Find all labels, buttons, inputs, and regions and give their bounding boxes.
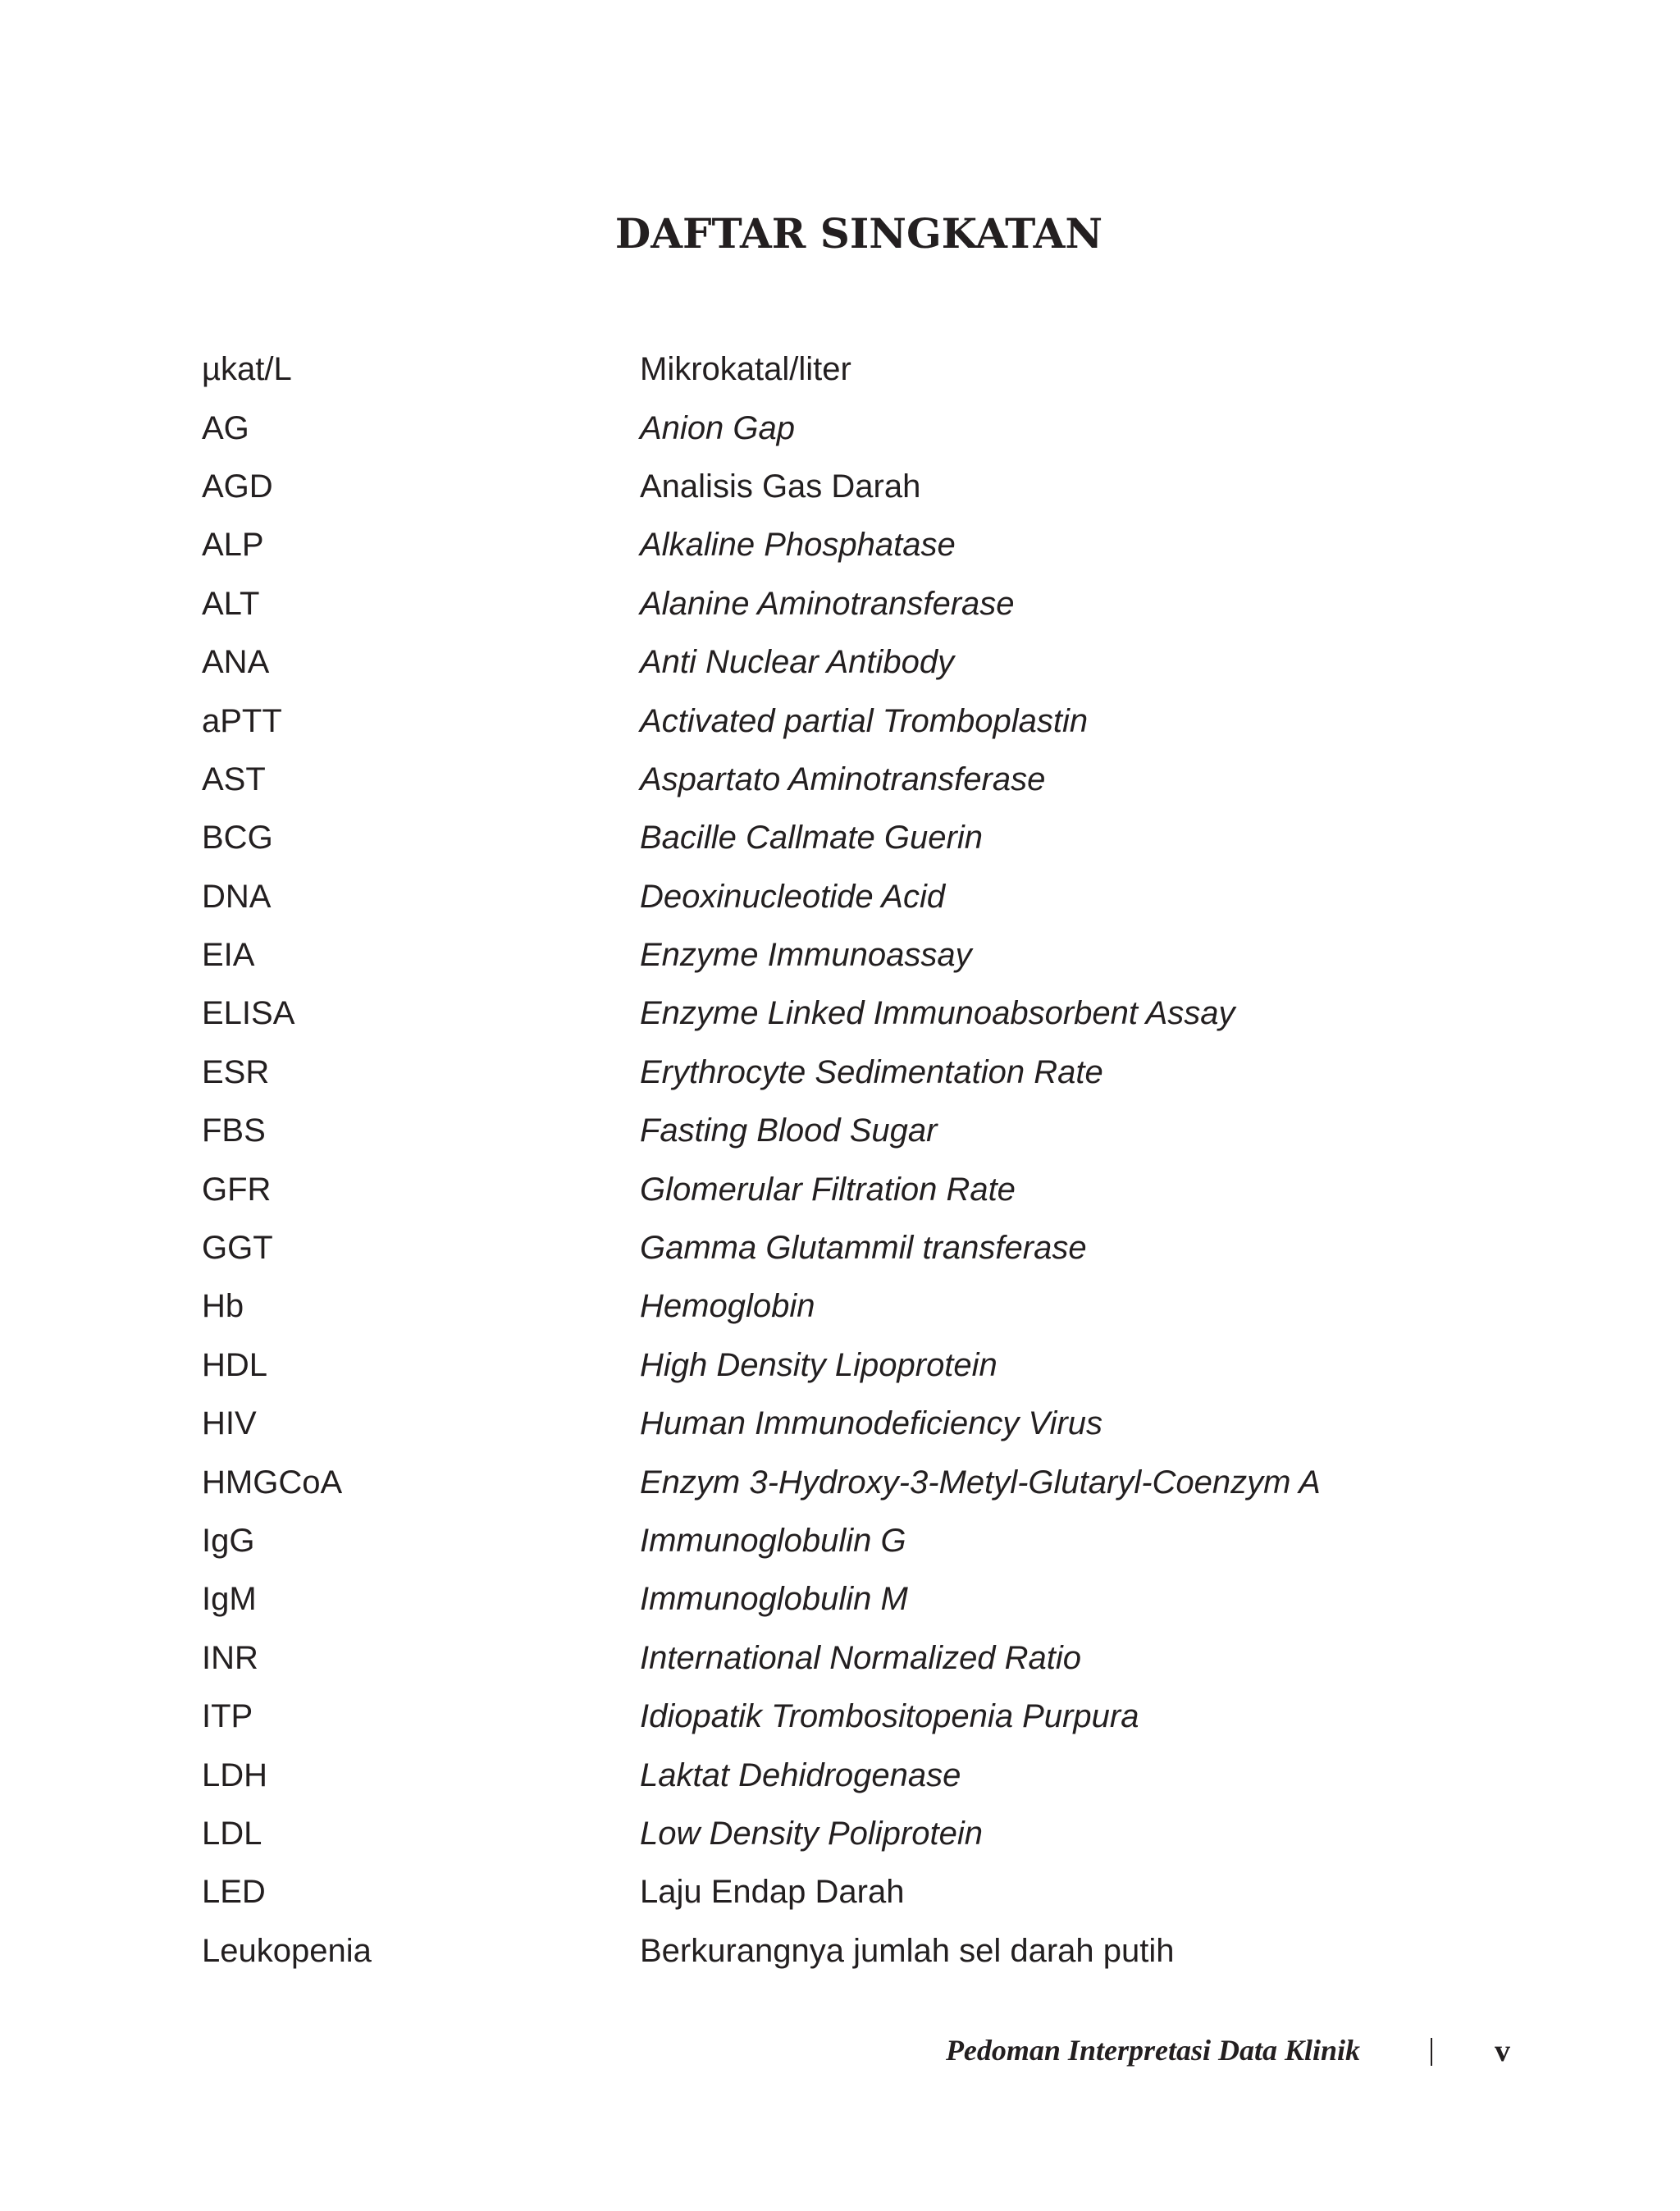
abbreviation-definition: Low Density Poliprotein bbox=[640, 1815, 983, 1852]
abbreviation-definition: Enzym 3-Hydroxy-3-Metyl-Glutaryl-Coenzym A bbox=[640, 1464, 1321, 1501]
abbreviation-definition: Mikrokatal/liter bbox=[640, 351, 851, 388]
list-item bbox=[202, 633, 1514, 692]
abbreviation-definition: Fasting Blood Sugar bbox=[640, 1112, 938, 1149]
abbreviation-term: AGD bbox=[202, 468, 273, 505]
list-item bbox=[202, 1922, 1514, 1980]
abbreviation-definition: Analisis Gas Darah bbox=[640, 468, 921, 505]
abbreviation-term: FBS bbox=[202, 1112, 266, 1149]
abbreviation-definition: Alkaline Phosphatase bbox=[640, 527, 956, 564]
abbreviation-term: LDH bbox=[202, 1756, 268, 1793]
abbreviation-definition: Alanine Aminotransferase bbox=[640, 585, 1015, 622]
abbreviation-definition: Anion Gap bbox=[640, 409, 796, 446]
abbreviation-definition: Human Immunodeficiency Virus bbox=[640, 1405, 1102, 1442]
list-item bbox=[202, 809, 1514, 867]
abbreviation-definition: Immunoglobulin M bbox=[640, 1581, 908, 1618]
list-item bbox=[202, 1160, 1514, 1218]
list-item bbox=[202, 1336, 1514, 1395]
list-item bbox=[202, 1219, 1514, 1277]
list-item bbox=[202, 340, 1514, 399]
abbreviation-term: EIA bbox=[202, 937, 255, 974]
abbreviation-term: ALP bbox=[202, 527, 264, 564]
book-title: Pedoman Interpretasi Data Klinik bbox=[945, 2034, 1360, 2067]
list-item bbox=[202, 692, 1514, 750]
abbreviation-list bbox=[202, 340, 1514, 1980]
list-item bbox=[202, 516, 1514, 574]
abbreviation-term: Leukopenia bbox=[202, 1932, 372, 1969]
list-item bbox=[202, 1512, 1514, 1570]
list-item bbox=[202, 751, 1514, 809]
abbreviation-term: LED bbox=[202, 1874, 266, 1911]
abbreviation-term: Hb bbox=[202, 1288, 244, 1325]
abbreviation-definition: Gamma Glutammil transferase bbox=[640, 1230, 1087, 1267]
abbreviation-term: ESR bbox=[202, 1053, 270, 1090]
abbreviation-term: HMGCoA bbox=[202, 1464, 343, 1501]
abbreviation-term: LDL bbox=[202, 1815, 262, 1852]
list-item bbox=[202, 1863, 1514, 1921]
list-item bbox=[202, 1102, 1514, 1160]
page-footer bbox=[0, 2033, 1680, 2082]
abbreviation-term: ALT bbox=[202, 585, 260, 622]
abbreviation-definition: Anti Nuclear Antibody bbox=[640, 644, 955, 681]
abbreviation-term: aPTT bbox=[202, 702, 282, 739]
abbreviation-definition: Enzyme Immunoassay bbox=[640, 937, 972, 974]
abbreviation-definition: High Density Lipoprotein bbox=[640, 1346, 998, 1383]
abbreviation-term: INR bbox=[202, 1639, 258, 1676]
list-item bbox=[202, 399, 1514, 457]
list-item bbox=[202, 1395, 1514, 1453]
abbreviation-term: HDL bbox=[202, 1346, 268, 1383]
abbreviation-definition: Hemoglobin bbox=[640, 1288, 815, 1325]
abbreviation-term: DNA bbox=[202, 878, 272, 915]
abbreviation-definition: Immunoglobulin G bbox=[640, 1523, 906, 1559]
page-title: DAFTAR SINGKATAN bbox=[614, 209, 1103, 258]
abbreviation-definition: Glomerular Filtration Rate bbox=[640, 1171, 1016, 1208]
abbreviation-definition: International Normalized Ratio bbox=[640, 1639, 1082, 1676]
list-item bbox=[202, 458, 1514, 516]
abbreviation-definition: Berkurangnya jumlah sel darah putih bbox=[640, 1932, 1175, 1969]
abbreviation-definition: Laju Endap Darah bbox=[640, 1874, 905, 1911]
abbreviation-term: ELISA bbox=[202, 995, 295, 1032]
abbreviation-term: AG bbox=[202, 409, 249, 446]
abbreviation-term: BCG bbox=[202, 820, 273, 857]
list-item bbox=[202, 1688, 1514, 1746]
abbreviation-definition: Activated partial Tromboplastin bbox=[640, 702, 1089, 739]
list-item bbox=[202, 1570, 1514, 1629]
abbreviation-term: ITP bbox=[202, 1698, 253, 1735]
list-item bbox=[202, 1629, 1514, 1688]
list-item bbox=[202, 1746, 1514, 1804]
abbreviation-term: ANA bbox=[202, 644, 270, 681]
abbreviation-definition: Idiopatik Trombositopenia Purpura bbox=[640, 1698, 1139, 1735]
abbreviation-term: HIV bbox=[202, 1405, 257, 1442]
footer-divider bbox=[1431, 2038, 1432, 2066]
abbreviation-term: AST bbox=[202, 761, 266, 797]
list-item bbox=[202, 575, 1514, 633]
abbreviation-definition: Erythrocyte Sedimentation Rate bbox=[640, 1053, 1103, 1090]
abbreviation-term: GGT bbox=[202, 1230, 273, 1267]
abbreviation-definition: Deoxinucleotide Acid bbox=[640, 878, 946, 915]
abbreviation-term: IgM bbox=[202, 1581, 257, 1618]
list-item bbox=[202, 1044, 1514, 1102]
list-item bbox=[202, 926, 1514, 984]
list-item bbox=[202, 984, 1514, 1043]
list-item bbox=[202, 1453, 1514, 1511]
abbreviation-term: µkat/L bbox=[202, 351, 292, 388]
abbreviation-definition: Aspartato Aminotransferase bbox=[640, 761, 1046, 797]
list-item bbox=[202, 868, 1514, 926]
abbreviation-term: IgG bbox=[202, 1523, 255, 1559]
abbreviation-term: GFR bbox=[202, 1171, 272, 1208]
list-item bbox=[202, 1277, 1514, 1336]
page-number: v bbox=[1495, 2034, 1510, 2068]
abbreviation-definition: Laktat Dehidrogenase bbox=[640, 1756, 961, 1793]
abbreviation-definition: Bacille Callmate Guerin bbox=[640, 820, 983, 857]
list-item bbox=[202, 1805, 1514, 1863]
abbreviation-definition: Enzyme Linked Immunoabsorbent Assay bbox=[640, 995, 1235, 1032]
